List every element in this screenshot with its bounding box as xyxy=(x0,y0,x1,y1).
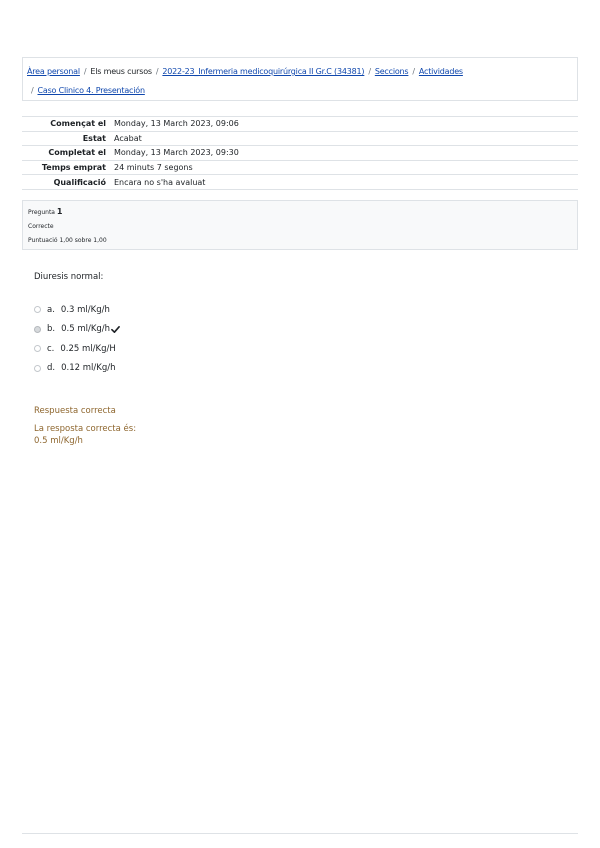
radio-button-selected[interactable] xyxy=(34,326,41,333)
breadcrumb-separator: / xyxy=(83,67,87,76)
breadcrumb-item-courses: Els meus cursos xyxy=(90,67,152,76)
summary-row-time-taken xyxy=(22,160,578,175)
breadcrumb-item-case[interactable]: Caso Clinico 4. Presentación xyxy=(37,86,145,95)
breadcrumb-separator: / xyxy=(31,86,34,95)
summary-value: 24 minuts 7 segons xyxy=(114,163,193,173)
summary-row-completed xyxy=(22,146,578,161)
summary-label: Completat el xyxy=(48,148,106,158)
breadcrumb-item-activities[interactable]: Actividades xyxy=(418,67,463,76)
question-state: Correcte xyxy=(28,223,54,230)
summary-value: Encara no s'ha avaluat xyxy=(114,177,206,187)
question-number-value: 1 xyxy=(56,207,63,216)
question-formulation xyxy=(34,272,120,378)
breadcrumb-item-area-personal[interactable]: Àrea personal xyxy=(27,67,80,76)
answer-letter: c. xyxy=(47,343,55,354)
summary-label: Començat el xyxy=(50,119,106,129)
summary-label: Qualificació xyxy=(53,177,106,187)
summary-value: Acabat xyxy=(114,133,142,143)
question-feedback xyxy=(34,405,136,447)
question-text: Diuresis normal: xyxy=(34,272,104,282)
right-answer: 0.5 ml/Kg/h xyxy=(34,436,83,446)
summary-value: Monday, 13 March 2023, 09:30 xyxy=(114,148,239,158)
answer-text: 0.3 ml/Kg/h xyxy=(60,304,110,315)
radio-button[interactable] xyxy=(34,345,41,352)
answer-text: 0.5 ml/Kg/h xyxy=(61,324,111,335)
breadcrumb-separator: / xyxy=(155,67,159,76)
question-info-box xyxy=(22,200,578,250)
radio-button[interactable] xyxy=(34,365,41,372)
footer-divider xyxy=(22,833,578,834)
summary-row-started xyxy=(22,117,578,132)
breadcrumb-item-sections[interactable]: Seccions xyxy=(374,67,409,76)
question-grade: Puntuació 1,00 sobre 1,00 xyxy=(28,237,107,244)
answer-option-c[interactable] xyxy=(34,339,120,359)
breadcrumb xyxy=(22,57,578,101)
breadcrumb-separator: / xyxy=(368,67,371,76)
answer-option-a[interactable] xyxy=(34,300,120,320)
summary-row-grade xyxy=(22,175,578,190)
answer-letter: d. xyxy=(47,363,56,374)
question-prefix: Pregunta xyxy=(28,209,55,216)
attempt-summary-table xyxy=(22,116,578,190)
summary-row-state xyxy=(22,131,578,146)
question-number xyxy=(28,205,572,220)
right-answer-intro: La resposta correcta és: xyxy=(34,424,137,434)
check-icon xyxy=(111,325,120,334)
answer-letter: b. xyxy=(47,324,56,335)
answer-option-b[interactable] xyxy=(34,320,120,340)
summary-label: Temps emprat xyxy=(41,163,106,173)
answer-text: 0.25 ml/Kg/H xyxy=(60,343,116,354)
radio-button[interactable] xyxy=(34,306,41,313)
summary-value: Monday, 13 March 2023, 09:06 xyxy=(114,119,239,129)
breadcrumb-item-course[interactable]: 2022-23_Infermeria medicoquirúrgica II Gr.C (34381) xyxy=(162,67,365,76)
summary-label: Estat xyxy=(82,133,106,143)
feedback-state: Respuesta correcta xyxy=(34,406,116,416)
answer-option-d[interactable] xyxy=(34,359,120,379)
answer-letter: a. xyxy=(47,304,55,315)
answer-text: 0.12 ml/Kg/h xyxy=(61,363,116,374)
breadcrumb-separator: / xyxy=(412,67,415,76)
